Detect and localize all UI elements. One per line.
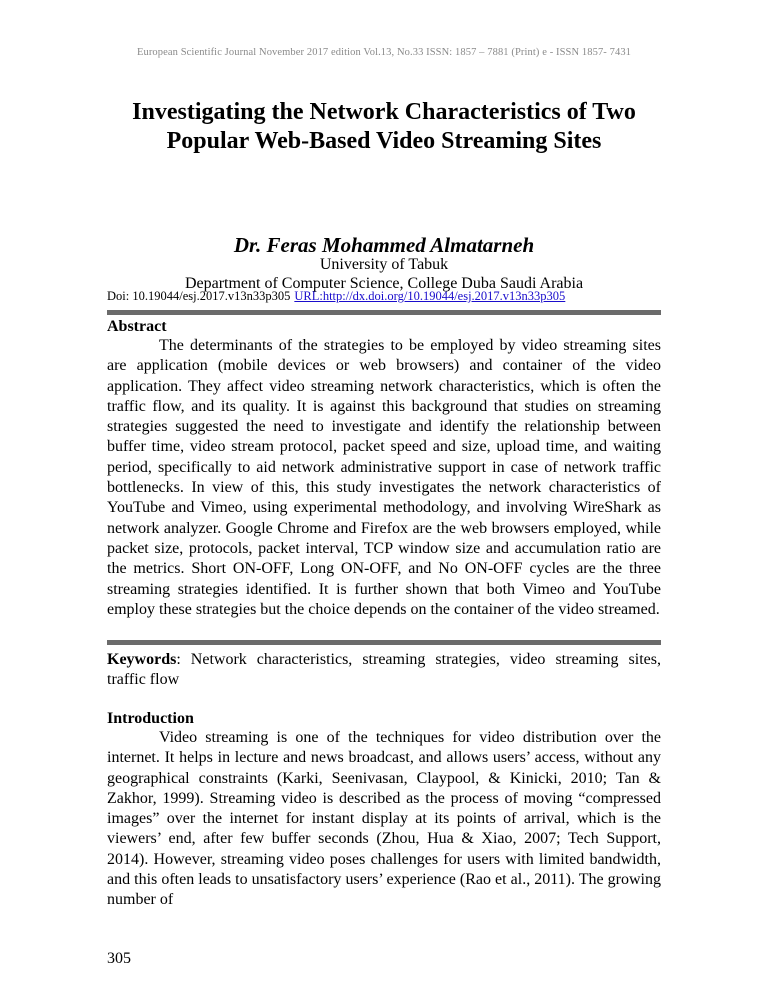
keywords-label: Keywords bbox=[107, 651, 177, 668]
divider-bottom bbox=[107, 640, 661, 645]
doi-url-link[interactable]: URL:http://dx.doi.org/10.19044/esj.2017.v13n33p305 bbox=[294, 289, 566, 303]
running-header: European Scientific Journal November 2017 edition Vol.13, No.33 ISSN: 1857 – 7881 (Print) e - ISSN 1857- 7431 bbox=[136, 47, 632, 58]
affiliation-university: University of Tabuk bbox=[319, 256, 449, 273]
page-number: 305 bbox=[107, 950, 131, 967]
keywords-text: : Network characteristics, streaming strategies, video streaming sites, traffic flow bbox=[107, 651, 661, 689]
introduction-heading: Introduction bbox=[107, 710, 194, 727]
abstract-heading: Abstract bbox=[107, 318, 167, 335]
doi-text: Doi: 10.19044/esj.2017.v13n33p305 bbox=[107, 289, 291, 303]
paper-title-line-2: Popular Web-Based Video Streaming Sites bbox=[166, 128, 602, 154]
author-name: Dr. Feras Mohammed Almatarneh bbox=[233, 233, 535, 257]
abstract-body: The determinants of the strategies to be employed by video streaming sites are application (mobile devices or web browsers) and container of the video application. They affect video streaming network characteristics, which is often the traffic flow, and its quality. It is against this background that studies on streaming strategies suggested the need to investigate and identify the relationship between buffer time, video stream protocol, packet speed and size, upload time, and waiting period, specifically to aid network administrative support in case of network traffic bottlenecks. In view of this, this study investigates the network characteristics of YouTube and Vimeo, using experimental methodology, and involving WireShark as network analyzer. Google Chrome and Firefox are the web browsers employed, while packet size, protocols, packet interval, TCP window size and accumulation ratio are the metrics. Short ON-OFF, Long ON-OFF, and No ON-OFF cycles are the three streaming strategies identified. It is further shown that both Vimeo and YouTube employ these strategies but the choice depends on the container of the video streamed. bbox=[107, 337, 661, 618]
keywords bbox=[107, 650, 661, 691]
paper-title-line-1: Investigating the Network Characteristics of Two bbox=[132, 99, 636, 125]
paper-title bbox=[60, 98, 708, 156]
divider-top bbox=[107, 310, 661, 315]
introduction-body: Video streaming is one of the techniques for video distribution over the internet. It helps in lecture and news broadcast, and allows users’ access, without any geographical constraints (Karki, Seenivasan, Claypool, & Kinicki, 2010; Tan & Zakhor, 1999). Streaming video is described as the process of moving “compressed images” over the internet for instant display at its points of arrival, which is the viewers’ end, after few buffer seconds (Zhou, Hua & Xiao, 2007; Tech Support, 2014). However, streaming video poses challenges for users with limited bandwidth, and this often leads to unsatisfactory users’ experience (Rao et al., 2011). The growing number of bbox=[107, 729, 661, 909]
affiliation-department: Department of Computer Science, College Duba Saudi Arabia bbox=[184, 275, 584, 292]
doi-line bbox=[107, 289, 565, 304]
